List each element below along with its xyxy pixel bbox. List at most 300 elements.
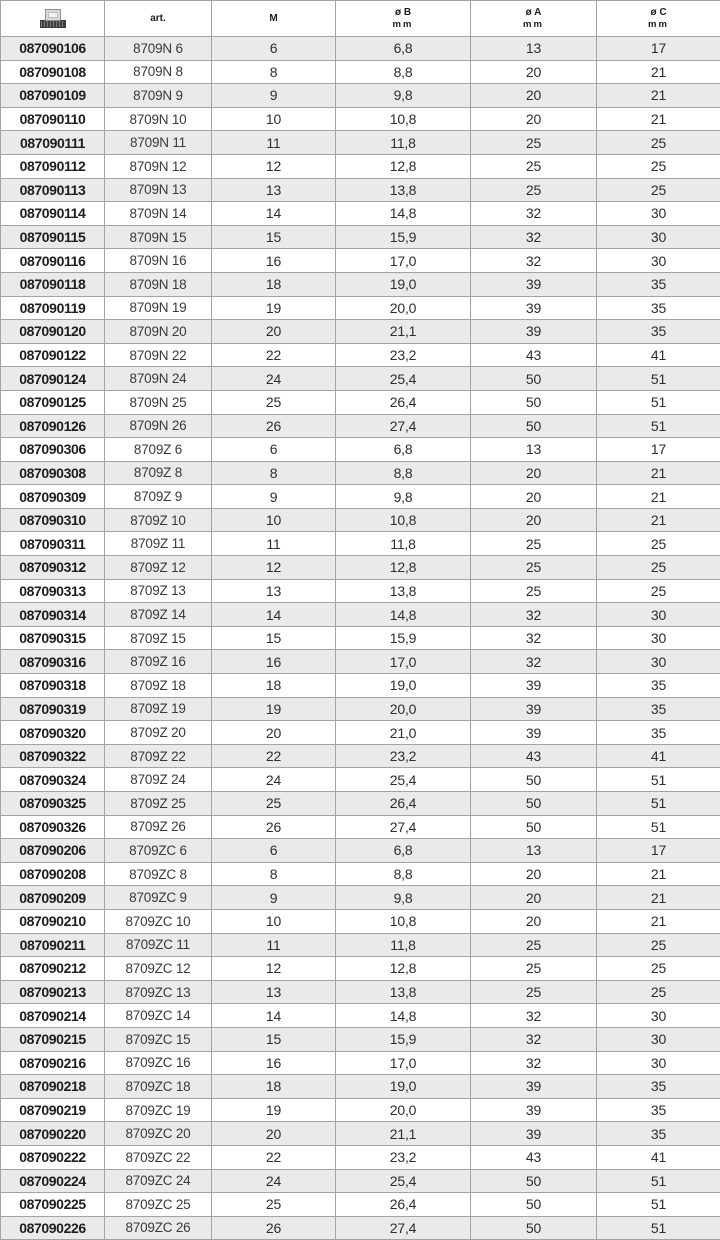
cell-diameter-a: 50 [471,414,597,438]
cell-diameter-b: 14,8 [336,603,471,627]
cell-ean-code: 087090222 [1,1145,105,1169]
cell-article: 8709ZC 6 [105,839,212,863]
cell-diameter-b: 11,8 [336,131,471,155]
table-row [1,933,720,957]
cell-m-size: 8 [212,461,336,485]
table-row [1,815,720,839]
cell-m-size: 22 [212,343,336,367]
cell-m-size: 25 [212,792,336,816]
cell-article: 8709Z 12 [105,556,212,580]
table-row [1,768,720,792]
cell-diameter-c: 35 [597,272,720,296]
header-unit-b: mm [392,18,414,30]
cell-m-size: 10 [212,107,336,131]
table-row [1,1145,720,1169]
cell-diameter-b: 26,4 [336,1193,471,1217]
cell-diameter-c: 35 [597,296,720,320]
cell-m-size: 10 [212,508,336,532]
header-label-diameter-b: ø B [394,6,412,18]
table-row [1,1193,720,1217]
table-row [1,862,720,886]
cell-ean-code: 087090112 [1,154,105,178]
cell-diameter-a: 32 [471,1027,597,1051]
cell-article: 8709Z 11 [105,532,212,556]
cell-article: 8709ZC 18 [105,1075,212,1099]
cell-diameter-c: 30 [597,650,720,674]
cell-diameter-c: 17 [597,438,720,462]
cell-ean-code: 087090124 [1,367,105,391]
cell-diameter-c: 25 [597,980,720,1004]
cell-article: 8709Z 14 [105,603,212,627]
cell-ean-code: 087090226 [1,1216,105,1240]
cell-diameter-c: 21 [597,909,720,933]
cell-article: 8709N 25 [105,390,212,414]
cell-m-size: 19 [212,296,336,320]
cell-diameter-c: 41 [597,343,720,367]
cell-m-size: 22 [212,744,336,768]
cell-ean-code: 087090322 [1,744,105,768]
cell-article: 8709Z 13 [105,579,212,603]
cell-diameter-a: 39 [471,697,597,721]
table-row [1,154,720,178]
cell-article: 8709ZC 9 [105,886,212,910]
table-row [1,343,720,367]
table-row [1,225,720,249]
cell-article: 8709N 22 [105,343,212,367]
cell-ean-code: 087090316 [1,650,105,674]
header-label-m: M [269,12,278,24]
cell-diameter-b: 9,8 [336,84,471,108]
table-row [1,320,720,344]
cell-diameter-a: 39 [471,1122,597,1146]
cell-diameter-a: 25 [471,532,597,556]
cell-m-size: 6 [212,37,336,61]
cell-ean-code: 087090319 [1,697,105,721]
cell-m-size: 6 [212,438,336,462]
table-row [1,909,720,933]
cell-diameter-b: 21,1 [336,320,471,344]
cell-ean-code: 087090313 [1,579,105,603]
cell-ean-code: 087090126 [1,414,105,438]
header-cell-m [212,1,336,37]
cell-diameter-c: 35 [597,1122,720,1146]
cell-diameter-c: 21 [597,485,720,509]
cell-article: 8709N 15 [105,225,212,249]
cell-diameter-a: 32 [471,202,597,226]
cell-article: 8709ZC 25 [105,1193,212,1217]
cell-m-size: 10 [212,909,336,933]
cell-diameter-c: 51 [597,367,720,391]
cell-m-size: 16 [212,650,336,674]
cell-m-size: 19 [212,1098,336,1122]
cell-diameter-c: 25 [597,556,720,580]
cell-ean-code: 087090114 [1,202,105,226]
cell-diameter-a: 25 [471,957,597,981]
table-row [1,178,720,202]
cell-diameter-b: 13,8 [336,579,471,603]
cell-diameter-b: 21,0 [336,721,471,745]
cell-article: 8709ZC 13 [105,980,212,1004]
cell-m-size: 24 [212,768,336,792]
cell-ean-code: 087090209 [1,886,105,910]
table-row [1,60,720,84]
cell-article: 8709ZC 22 [105,1145,212,1169]
cell-diameter-a: 20 [471,508,597,532]
cell-m-size: 20 [212,320,336,344]
cell-diameter-c: 41 [597,1145,720,1169]
cell-diameter-c: 51 [597,815,720,839]
cell-diameter-b: 6,8 [336,37,471,61]
cell-diameter-c: 35 [597,674,720,698]
cell-article: 8709ZC 12 [105,957,212,981]
cell-diameter-a: 32 [471,1004,597,1028]
cell-m-size: 13 [212,178,336,202]
cell-diameter-c: 25 [597,933,720,957]
table-row [1,37,720,61]
cell-diameter-a: 39 [471,721,597,745]
cell-diameter-b: 23,2 [336,343,471,367]
cell-article: 8709ZC 26 [105,1216,212,1240]
cell-diameter-a: 20 [471,862,597,886]
cell-article: 8709N 8 [105,60,212,84]
cell-ean-code: 087090122 [1,343,105,367]
cell-ean-code: 087090115 [1,225,105,249]
cell-m-size: 9 [212,84,336,108]
cell-m-size: 11 [212,933,336,957]
cell-m-size: 26 [212,815,336,839]
table-body [1,37,720,1240]
cell-m-size: 13 [212,579,336,603]
table-row [1,886,720,910]
cell-m-size: 24 [212,1169,336,1193]
header-label-diameter-c: ø C [650,6,667,18]
cell-diameter-b: 20,0 [336,697,471,721]
cell-diameter-c: 30 [597,1004,720,1028]
cell-article: 8709N 16 [105,249,212,273]
cell-m-size: 8 [212,60,336,84]
cell-article: 8709Z 10 [105,508,212,532]
cell-ean-code: 087090219 [1,1098,105,1122]
cell-diameter-b: 23,2 [336,744,471,768]
cell-article: 8709Z 16 [105,650,212,674]
cell-diameter-c: 35 [597,1075,720,1099]
cell-m-size: 20 [212,721,336,745]
cell-diameter-a: 20 [471,886,597,910]
cell-diameter-a: 20 [471,461,597,485]
cell-ean-code: 087090119 [1,296,105,320]
cell-diameter-a: 20 [471,84,597,108]
table-row [1,697,720,721]
cell-article: 8709N 12 [105,154,212,178]
cell-diameter-b: 8,8 [336,862,471,886]
cell-diameter-c: 25 [597,131,720,155]
cell-diameter-c: 25 [597,154,720,178]
cell-diameter-c: 25 [597,579,720,603]
cell-m-size: 15 [212,1027,336,1051]
cell-article: 8709N 19 [105,296,212,320]
cell-m-size: 26 [212,414,336,438]
cell-diameter-c: 21 [597,886,720,910]
table-row [1,957,720,981]
cell-article: 8709Z 24 [105,768,212,792]
cell-m-size: 12 [212,957,336,981]
table-row [1,1004,720,1028]
cell-article: 8709ZC 11 [105,933,212,957]
cell-diameter-c: 51 [597,1193,720,1217]
cell-ean-code: 087090215 [1,1027,105,1051]
cell-m-size: 11 [212,532,336,556]
cell-diameter-c: 30 [597,1051,720,1075]
cell-diameter-a: 39 [471,674,597,698]
table-row [1,367,720,391]
cell-diameter-b: 8,8 [336,60,471,84]
cell-diameter-b: 17,0 [336,650,471,674]
cell-diameter-a: 25 [471,154,597,178]
cell-ean-code: 087090326 [1,815,105,839]
cell-diameter-a: 13 [471,438,597,462]
cell-diameter-b: 21,1 [336,1122,471,1146]
table-row [1,1169,720,1193]
header-cell-article [105,1,212,37]
cell-diameter-b: 6,8 [336,839,471,863]
cell-m-size: 18 [212,674,336,698]
table-row [1,980,720,1004]
cell-article: 8709Z 20 [105,721,212,745]
cell-diameter-b: 26,4 [336,390,471,414]
cell-ean-code: 087090325 [1,792,105,816]
cell-ean-code: 087090224 [1,1169,105,1193]
cell-m-size: 14 [212,603,336,627]
cell-diameter-c: 21 [597,84,720,108]
cell-m-size: 26 [212,1216,336,1240]
cell-diameter-c: 35 [597,320,720,344]
header-label-art: art. [150,12,166,24]
cell-diameter-a: 39 [471,320,597,344]
cell-diameter-c: 41 [597,744,720,768]
cell-article: 8709ZC 24 [105,1169,212,1193]
cell-m-size: 13 [212,980,336,1004]
cell-article: 8709N 9 [105,84,212,108]
cell-diameter-c: 51 [597,1216,720,1240]
cell-diameter-b: 27,4 [336,815,471,839]
cell-article: 8709Z 8 [105,461,212,485]
cell-article: 8709Z 6 [105,438,212,462]
cell-article: 8709N 14 [105,202,212,226]
cell-article: 8709N 20 [105,320,212,344]
table-row [1,107,720,131]
cell-diameter-a: 25 [471,579,597,603]
cell-diameter-c: 30 [597,603,720,627]
cell-diameter-b: 14,8 [336,1004,471,1028]
cell-article: 8709N 18 [105,272,212,296]
cell-diameter-a: 32 [471,603,597,627]
cell-article: 8709ZC 10 [105,909,212,933]
cell-m-size: 19 [212,697,336,721]
cell-diameter-c: 25 [597,178,720,202]
cell-diameter-b: 8,8 [336,461,471,485]
cell-diameter-b: 12,8 [336,556,471,580]
cell-diameter-a: 50 [471,815,597,839]
cell-diameter-a: 39 [471,1098,597,1122]
cell-m-size: 15 [212,626,336,650]
header-cell-diameter-a [471,1,597,37]
cell-diameter-a: 25 [471,131,597,155]
cell-ean-code: 087090108 [1,60,105,84]
table-row [1,1098,720,1122]
cell-ean-code: 087090116 [1,249,105,273]
table-row [1,1051,720,1075]
header-label-diameter-a: ø A [525,6,542,18]
header-cell-diameter-b [336,1,471,37]
table-row [1,792,720,816]
header-unit-c: mm [648,18,669,30]
cell-diameter-a: 50 [471,792,597,816]
cell-diameter-c: 30 [597,626,720,650]
cell-diameter-c: 51 [597,768,720,792]
cell-diameter-b: 27,4 [336,414,471,438]
table-row [1,556,720,580]
cell-article: 8709Z 26 [105,815,212,839]
cell-diameter-a: 25 [471,178,597,202]
table-row [1,461,720,485]
cell-ean-code: 087090220 [1,1122,105,1146]
cell-diameter-b: 15,9 [336,1027,471,1051]
cell-diameter-b: 9,8 [336,886,471,910]
cell-ean-code: 087090310 [1,508,105,532]
table-row [1,131,720,155]
cell-diameter-c: 21 [597,461,720,485]
cell-m-size: 18 [212,1075,336,1099]
table-header [1,1,720,37]
cell-diameter-a: 39 [471,296,597,320]
table-row [1,272,720,296]
table-row [1,390,720,414]
cell-article: 8709Z 22 [105,744,212,768]
cell-diameter-b: 6,8 [336,438,471,462]
cell-diameter-b: 10,8 [336,909,471,933]
cell-diameter-b: 25,4 [336,1169,471,1193]
cell-ean-code: 087090309 [1,485,105,509]
cell-m-size: 14 [212,1004,336,1028]
cell-diameter-a: 43 [471,343,597,367]
cell-ean-code: 087090208 [1,862,105,886]
cell-article: 8709Z 9 [105,485,212,509]
barcode-icon [40,9,66,28]
cell-diameter-b: 12,8 [336,154,471,178]
cell-diameter-b: 11,8 [336,532,471,556]
cell-diameter-c: 17 [597,37,720,61]
table-row [1,508,720,532]
cell-m-size: 9 [212,886,336,910]
cell-ean-code: 087090311 [1,532,105,556]
cell-m-size: 16 [212,249,336,273]
cell-diameter-a: 32 [471,1051,597,1075]
cell-diameter-a: 50 [471,1169,597,1193]
cell-ean-code: 087090225 [1,1193,105,1217]
table-row [1,438,720,462]
cell-diameter-b: 9,8 [336,485,471,509]
table-row [1,249,720,273]
cell-diameter-a: 32 [471,249,597,273]
cell-diameter-c: 30 [597,249,720,273]
cell-ean-code: 087090213 [1,980,105,1004]
cell-diameter-c: 30 [597,225,720,249]
cell-diameter-c: 30 [597,1027,720,1051]
cell-diameter-a: 39 [471,272,597,296]
cell-diameter-c: 35 [597,721,720,745]
cell-ean-code: 087090315 [1,626,105,650]
cell-diameter-a: 32 [471,626,597,650]
cell-article: 8709Z 18 [105,674,212,698]
cell-article: 8709ZC 14 [105,1004,212,1028]
table-row [1,674,720,698]
cell-diameter-b: 10,8 [336,508,471,532]
cell-diameter-a: 13 [471,37,597,61]
cell-diameter-b: 14,8 [336,202,471,226]
cell-diameter-a: 50 [471,1193,597,1217]
cell-diameter-b: 13,8 [336,980,471,1004]
table-row [1,532,720,556]
cell-diameter-a: 50 [471,768,597,792]
cell-ean-code: 087090210 [1,909,105,933]
cell-ean-code: 087090320 [1,721,105,745]
table-row [1,721,720,745]
table-row [1,839,720,863]
cell-ean-code: 087090206 [1,839,105,863]
cell-ean-code: 087090318 [1,674,105,698]
cell-m-size: 14 [212,202,336,226]
cell-article: 8709Z 15 [105,626,212,650]
cell-ean-code: 087090212 [1,957,105,981]
cell-diameter-c: 51 [597,414,720,438]
cell-diameter-c: 21 [597,862,720,886]
table-row [1,84,720,108]
cell-diameter-b: 19,0 [336,674,471,698]
cell-diameter-a: 32 [471,225,597,249]
cell-m-size: 6 [212,839,336,863]
cell-ean-code: 087090106 [1,37,105,61]
cell-diameter-a: 20 [471,60,597,84]
table-row [1,485,720,509]
cell-diameter-b: 11,8 [336,933,471,957]
cell-diameter-b: 19,0 [336,272,471,296]
cell-ean-code: 087090110 [1,107,105,131]
header-cell-ean [1,1,105,37]
cell-diameter-c: 17 [597,839,720,863]
cell-diameter-a: 25 [471,556,597,580]
cell-article: 8709N 24 [105,367,212,391]
cell-m-size: 12 [212,556,336,580]
cell-ean-code: 087090214 [1,1004,105,1028]
table-row [1,626,720,650]
cell-diameter-c: 21 [597,508,720,532]
cell-diameter-b: 20,0 [336,296,471,320]
cell-m-size: 15 [212,225,336,249]
cell-ean-code: 087090324 [1,768,105,792]
cell-diameter-a: 20 [471,485,597,509]
table-row [1,414,720,438]
cell-diameter-b: 19,0 [336,1075,471,1099]
table-row [1,202,720,226]
cell-article: 8709Z 25 [105,792,212,816]
cell-diameter-a: 50 [471,1216,597,1240]
cell-m-size: 12 [212,154,336,178]
header-row [1,1,720,37]
cell-article: 8709ZC 15 [105,1027,212,1051]
cell-ean-code: 087090113 [1,178,105,202]
cell-diameter-a: 13 [471,839,597,863]
cell-article: 8709N 11 [105,131,212,155]
